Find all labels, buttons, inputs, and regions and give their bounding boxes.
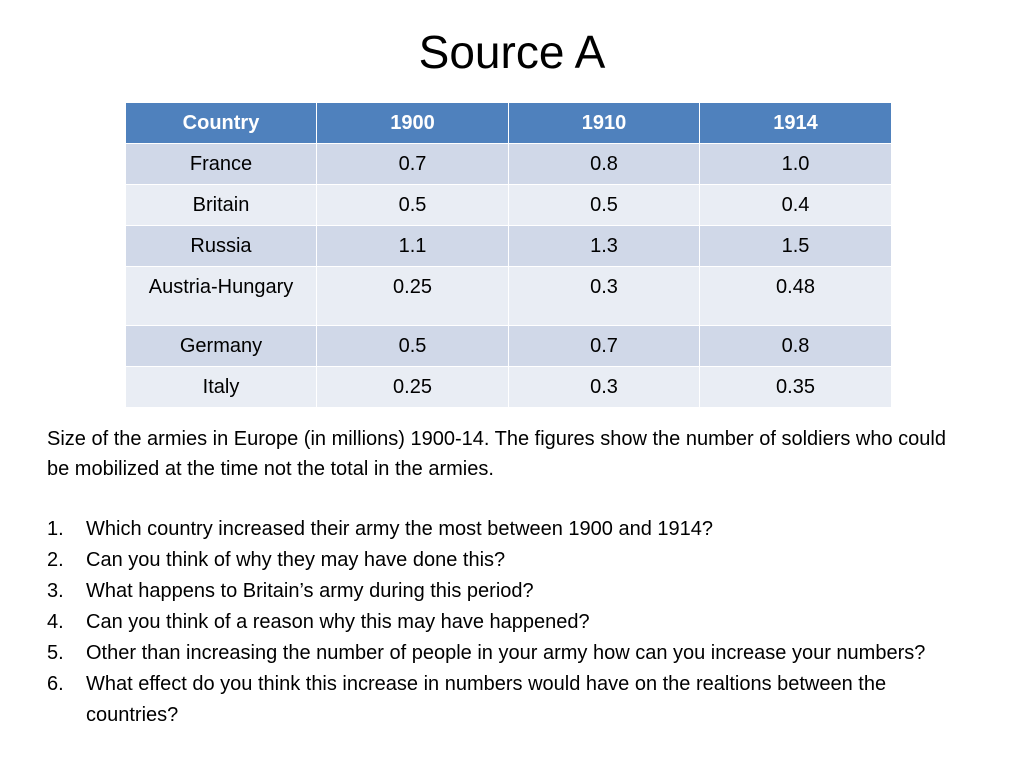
table-caption: Size of the armies in Europe (in millions) 1900-14. The figures show the number of soldiers who could be mobilized at the time not the total in the armies. xyxy=(47,428,946,480)
question-number: 4. xyxy=(47,611,64,633)
country-cell: Britain xyxy=(126,185,317,226)
country-cell: Austria-Hungary xyxy=(126,267,317,326)
question-text: What effect do you think this increase in numbers would have on the realtions between the countries? xyxy=(86,673,887,726)
slide-title: Source A xyxy=(418,26,606,78)
table-row xyxy=(126,226,892,267)
army-size-table xyxy=(125,102,892,408)
country-cell: Italy xyxy=(126,367,317,408)
question-text: Which country increased their army the most between 1900 and 1914? xyxy=(86,518,714,540)
value-cell: 0.3 xyxy=(509,367,700,408)
table-row xyxy=(126,367,892,408)
table-row xyxy=(126,185,892,226)
value-cell: 0.4 xyxy=(700,185,892,226)
list-item xyxy=(47,514,947,545)
country-cell: Russia xyxy=(126,226,317,267)
value-cell: 0.5 xyxy=(317,326,509,367)
value-cell: 0.8 xyxy=(700,326,892,367)
table-header-row xyxy=(126,103,892,144)
question-text: What happens to Britain’s army during this period? xyxy=(86,580,534,602)
list-item xyxy=(47,576,947,607)
header-1900: 1900 xyxy=(317,103,509,144)
question-number: 3. xyxy=(47,580,64,602)
value-cell: 1.3 xyxy=(509,226,700,267)
value-cell: 1.0 xyxy=(700,144,892,185)
question-text: Can you think of why they may have done this? xyxy=(86,549,506,571)
header-1910: 1910 xyxy=(509,103,700,144)
value-cell: 0.25 xyxy=(317,367,509,408)
question-number: 5. xyxy=(47,642,64,664)
value-cell: 0.8 xyxy=(509,144,700,185)
question-text: Can you think of a reason why this may have happened? xyxy=(86,611,590,633)
value-cell: 0.5 xyxy=(509,185,700,226)
value-cell: 1.1 xyxy=(317,226,509,267)
table-row xyxy=(126,144,892,185)
list-item xyxy=(47,545,947,576)
list-item xyxy=(47,607,947,638)
question-text: Other than increasing the number of people in your army how can you increase your numbers? xyxy=(86,642,926,664)
list-item xyxy=(47,669,947,731)
question-number: 2. xyxy=(47,549,64,571)
value-cell: 0.35 xyxy=(700,367,892,408)
header-country: Country xyxy=(126,103,317,144)
value-cell: 0.25 xyxy=(317,267,509,326)
value-cell: 0.7 xyxy=(509,326,700,367)
country-cell: Germany xyxy=(126,326,317,367)
list-item xyxy=(47,638,947,669)
value-cell: 0.3 xyxy=(509,267,700,326)
table-row xyxy=(126,267,892,326)
table-row xyxy=(126,326,892,367)
question-list xyxy=(47,514,947,731)
country-cell: France xyxy=(126,144,317,185)
value-cell: 1.5 xyxy=(700,226,892,267)
question-number: 1. xyxy=(47,518,64,540)
question-number: 6. xyxy=(47,673,64,695)
value-cell: 0.5 xyxy=(317,185,509,226)
value-cell: 0.48 xyxy=(700,267,892,326)
header-1914: 1914 xyxy=(700,103,892,144)
value-cell: 0.7 xyxy=(317,144,509,185)
